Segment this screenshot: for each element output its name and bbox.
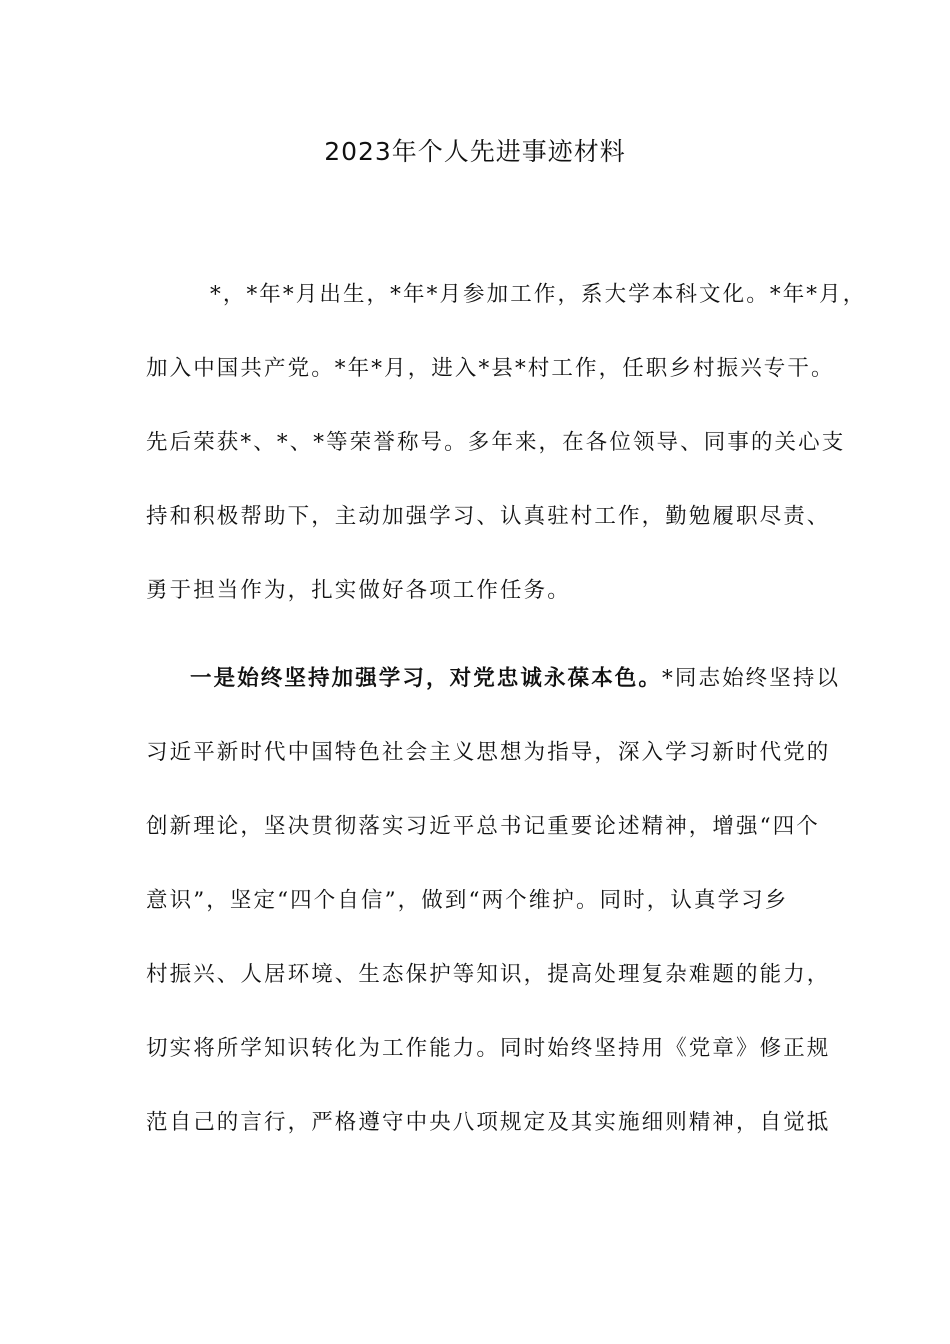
- paragraph-line: 范自己的言行，严格遵守中央八项规定及其实施细则精神，自觉抵: [146, 1110, 831, 1135]
- paragraph-line: 加入中国共产党。*年*月，进入*县*村工作，任职乡村振兴专干。: [146, 356, 835, 381]
- paragraph-line: 切实将所学知识转化为工作能力。同时始终坚持用《党章》修正规: [146, 1036, 831, 1061]
- section-heading-line: [190, 659, 870, 699]
- paragraph-line: 勇于担当作为，扎实做好各项工作任务。: [146, 578, 571, 603]
- paragraph-line: 持和积极帮助下，主动加强学习、认真驻村工作，勤勉履职尽责、: [146, 504, 831, 529]
- section-heading: 一是始终坚持加强学习，对党忠诚永葆本色。: [190, 666, 663, 691]
- paragraph-line: 村振兴、人居环境、生态保护等知识，提高处理复杂难题的能力，: [146, 962, 831, 987]
- paragraph-line: 先后荣获*、*、*等荣誉称号。多年来，在各位领导、同事的关心支: [146, 430, 846, 455]
- paragraph-line: 意识”，坚定“四个自信”，做到“两个维护。同时，认真学习乡: [146, 888, 789, 913]
- paragraph-line: 创新理论，坚决贯彻落实习近平总书记重要论述精神，增强“四个: [146, 814, 820, 839]
- document-title: 2023年个人先进事迹材料: [324, 137, 626, 166]
- paragraph-line: *，*年*月出生，*年*月参加工作，系大学本科文化。*年*月，: [210, 282, 867, 307]
- paragraph-line: 习近平新时代中国特色社会主义思想为指导，深入学习新时代党的: [146, 740, 831, 765]
- section-heading-continuation: *同志始终坚持以: [662, 666, 841, 691]
